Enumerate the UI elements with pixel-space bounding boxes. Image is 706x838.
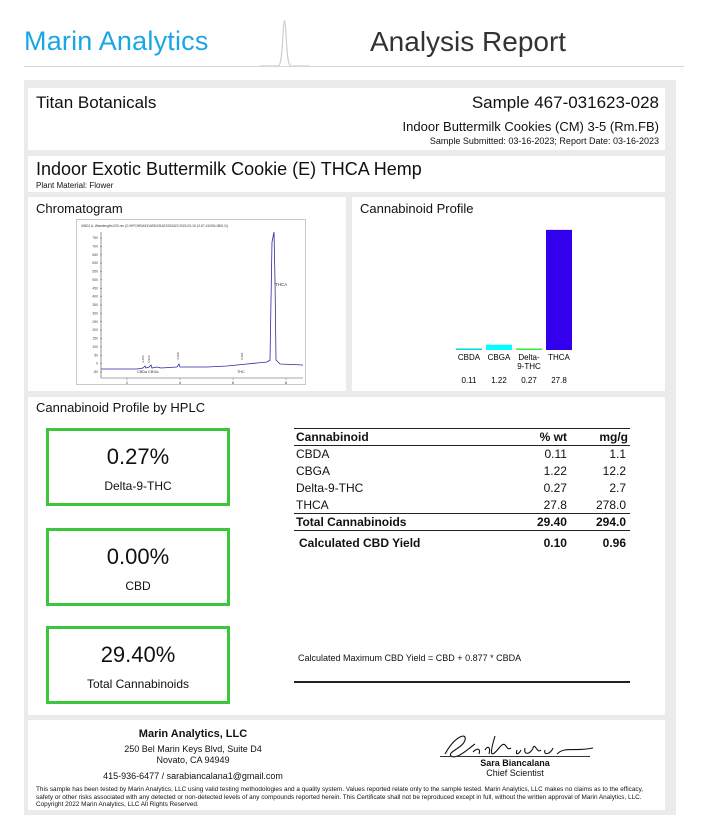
cell-total-pct: 29.40 bbox=[511, 514, 569, 531]
signer-name: Sara Biancalana bbox=[480, 758, 550, 768]
lab-contact: 415-936-6477 / sarabiancalana1@gmail.com bbox=[103, 771, 283, 781]
y-tick-label: 350 bbox=[92, 303, 98, 307]
yield-row bbox=[294, 531, 630, 553]
client-panel bbox=[28, 88, 665, 150]
cannabinoid-bar-chart bbox=[352, 197, 665, 391]
value-label: 27.8 bbox=[551, 376, 567, 385]
y-tick-label: 150 bbox=[92, 336, 98, 341]
y-tick-label: 550 bbox=[92, 269, 98, 274]
thc-peak-label: THC bbox=[237, 370, 245, 374]
x-tick-label: 6 bbox=[231, 380, 235, 385]
thca-peak-label: THCA bbox=[275, 282, 288, 287]
table-row bbox=[294, 463, 630, 480]
category-label: CBGA bbox=[487, 353, 511, 362]
cell-cannabinoid: CBGA bbox=[296, 464, 331, 478]
category-label: 9-THC bbox=[517, 362, 541, 371]
y-tick-label: 400 bbox=[92, 294, 98, 299]
kpi-label: CBD bbox=[125, 579, 151, 593]
table-bottom-rule bbox=[294, 681, 630, 683]
column-header: % wt bbox=[511, 429, 569, 446]
table-row bbox=[294, 446, 630, 463]
chromatogram-plot bbox=[77, 220, 307, 386]
peak-rt-label: 4.389 bbox=[176, 352, 180, 360]
y-tick-label: 250 bbox=[92, 319, 98, 324]
chromatogram-image bbox=[76, 219, 306, 385]
lab-name: Marin Analytics, LLC bbox=[138, 728, 248, 740]
kpi-total-cannabinoids bbox=[46, 626, 230, 704]
disclaimer: This sample has been tested by Marin Analytics, LLC using valid testing methodologies and a quality system. Values reported relate only to the sample tested. Marin Analytics, LLC makes no claims as to the efficacy, safety or other risks associated with any detected or non-detected levels of any compounds reported herein. This Certificate shall not be reproduced except in full, without the written approval of Marin Analytics, LLC. Copyright 2022 Marin Analytics, LLC All Rights Reserved. bbox=[36, 786, 644, 809]
cell-mg-g: 2.7 bbox=[609, 481, 626, 495]
signature-line bbox=[440, 756, 590, 757]
y-tick-label: 200 bbox=[92, 328, 98, 333]
bar-delta-9-thc bbox=[516, 349, 542, 351]
category-label: THCA bbox=[548, 353, 570, 362]
y-tick-label: 600 bbox=[92, 261, 98, 266]
cell-pct-wt: 0.27 bbox=[543, 481, 567, 495]
cell-pct-wt: 1.22 bbox=[543, 464, 567, 478]
column-header: Cannabinoid bbox=[294, 429, 511, 446]
footer-panel bbox=[28, 720, 665, 810]
lab-address: 250 Bel Marin Keys Blvd, Suite D4 bbox=[124, 744, 262, 754]
y-tick-label: -50 bbox=[93, 370, 98, 374]
y-tick-label: 450 bbox=[92, 286, 98, 291]
product-panel bbox=[28, 156, 665, 192]
report-header bbox=[24, 0, 684, 70]
x-tick-label: 2 bbox=[125, 380, 129, 385]
cell-cannabinoid: CBDA bbox=[296, 447, 330, 462]
y-tick-label: 750 bbox=[92, 236, 98, 240]
y-tick-label: 650 bbox=[92, 252, 98, 257]
table-row bbox=[294, 480, 630, 497]
cell-pct-wt: 27.8 bbox=[543, 497, 567, 512]
product-name: Indoor Exotic Buttermilk Cookie (E) THCA Hemp bbox=[36, 159, 422, 179]
bar-cbda bbox=[456, 349, 482, 351]
plant-material: Plant Material: Flower bbox=[36, 181, 114, 190]
hplc-title: Cannabinoid Profile by HPLC bbox=[36, 400, 206, 415]
table-header-row bbox=[294, 429, 630, 446]
report-title: Analysis Report bbox=[370, 26, 567, 57]
sample-id: Sample 467-031623-028 bbox=[471, 93, 659, 112]
bar-cbga bbox=[486, 345, 512, 350]
kpi-label: Total Cannabinoids bbox=[86, 677, 190, 691]
x-tick-label: 8 bbox=[284, 380, 288, 385]
chromatogram-header-text: VWD1 A, Wavelength=220 nm (C:\HPCHEM\1\DATA\031623\031623 2023-03-16 12-57-41\054-0801.D) bbox=[81, 224, 228, 228]
cbd-cbg-peak-label: CBDa CBGa bbox=[137, 370, 159, 374]
peak-rt-label: 6.381 bbox=[240, 352, 244, 360]
peak-rt-label: 3.254 bbox=[141, 355, 145, 363]
chromatogram-trace bbox=[101, 232, 303, 369]
cell-total-label: Total Cannabinoids bbox=[294, 514, 511, 531]
cannabinoid-profile-panel bbox=[352, 197, 665, 391]
category-label: Delta- bbox=[518, 353, 540, 362]
x-tick-label: 4 bbox=[178, 380, 182, 385]
chromatogram-title: Chromatogram bbox=[36, 201, 123, 216]
client-name: Titan Botanicals bbox=[36, 93, 157, 112]
kpi-value: 0.27% bbox=[106, 444, 170, 469]
value-label: 1.22 bbox=[491, 376, 507, 385]
kpi-value: 29.40% bbox=[100, 642, 176, 667]
hplc-panel bbox=[28, 397, 665, 715]
cell-yield-pct: 0.10 bbox=[543, 536, 567, 551]
kpi-value: 0.00% bbox=[106, 544, 170, 569]
cell-mg-g: 12.2 bbox=[602, 464, 626, 478]
sample-name: Indoor Buttermilk Cookies (CM) 3-5 (Rm.FB) bbox=[402, 119, 659, 134]
brand-name: Marin Analytics bbox=[24, 26, 209, 56]
chromatogram-panel bbox=[28, 197, 346, 391]
kpi-delta9-thc bbox=[46, 428, 230, 506]
cell-yield-label: Calculated CBD Yield bbox=[299, 536, 421, 551]
value-label: 0.11 bbox=[461, 376, 477, 385]
signer-title: Chief Scientist bbox=[486, 768, 544, 778]
cell-mg-g: 278.0 bbox=[595, 497, 626, 512]
y-tick-label: 700 bbox=[92, 244, 98, 249]
y-tick-label: 100 bbox=[92, 344, 98, 349]
results-table bbox=[294, 428, 630, 553]
y-tick-label: 500 bbox=[92, 277, 98, 282]
table-row bbox=[294, 497, 630, 514]
chromatogram-peak-logo bbox=[260, 14, 310, 68]
category-label: CBDA bbox=[457, 353, 481, 362]
cell-cannabinoid: Delta-9-THC bbox=[296, 481, 364, 495]
cell-total-mg: 294.0 bbox=[569, 514, 630, 531]
kpi-label: Delta-9-THC bbox=[104, 479, 172, 493]
column-header: mg/g bbox=[569, 429, 630, 446]
chromatogram-y-ticks bbox=[92, 236, 102, 374]
y-tick-label: 50 bbox=[94, 353, 98, 358]
cell-yield-mg: 0.96 bbox=[602, 536, 626, 551]
chromatogram-x-ticks bbox=[126, 378, 288, 385]
lab-city: Novato, CA 94949 bbox=[156, 755, 230, 765]
value-label: 0.27 bbox=[521, 376, 537, 385]
header-divider bbox=[24, 66, 684, 67]
peak-rt-label: 3.526 bbox=[147, 355, 151, 363]
sample-dates: Sample Submitted: 03-16-2023; Report Date: 03-16-2023 bbox=[429, 136, 659, 146]
cell-pct-wt: 0.11 bbox=[544, 447, 567, 462]
total-row bbox=[294, 514, 630, 531]
bar-thca bbox=[546, 230, 572, 350]
cell-cannabinoid: THCA bbox=[296, 497, 329, 512]
report-body bbox=[24, 80, 676, 815]
y-tick-label: 300 bbox=[92, 311, 98, 316]
yield-formula: Calculated Maximum CBD Yield = CBD + 0.877 * CBDA bbox=[298, 653, 522, 663]
profile-title: Cannabinoid Profile bbox=[360, 201, 474, 216]
kpi-cbd bbox=[46, 528, 230, 606]
y-tick-label: 0 bbox=[96, 361, 98, 366]
cell-mg-g: 1.1 bbox=[609, 447, 626, 462]
